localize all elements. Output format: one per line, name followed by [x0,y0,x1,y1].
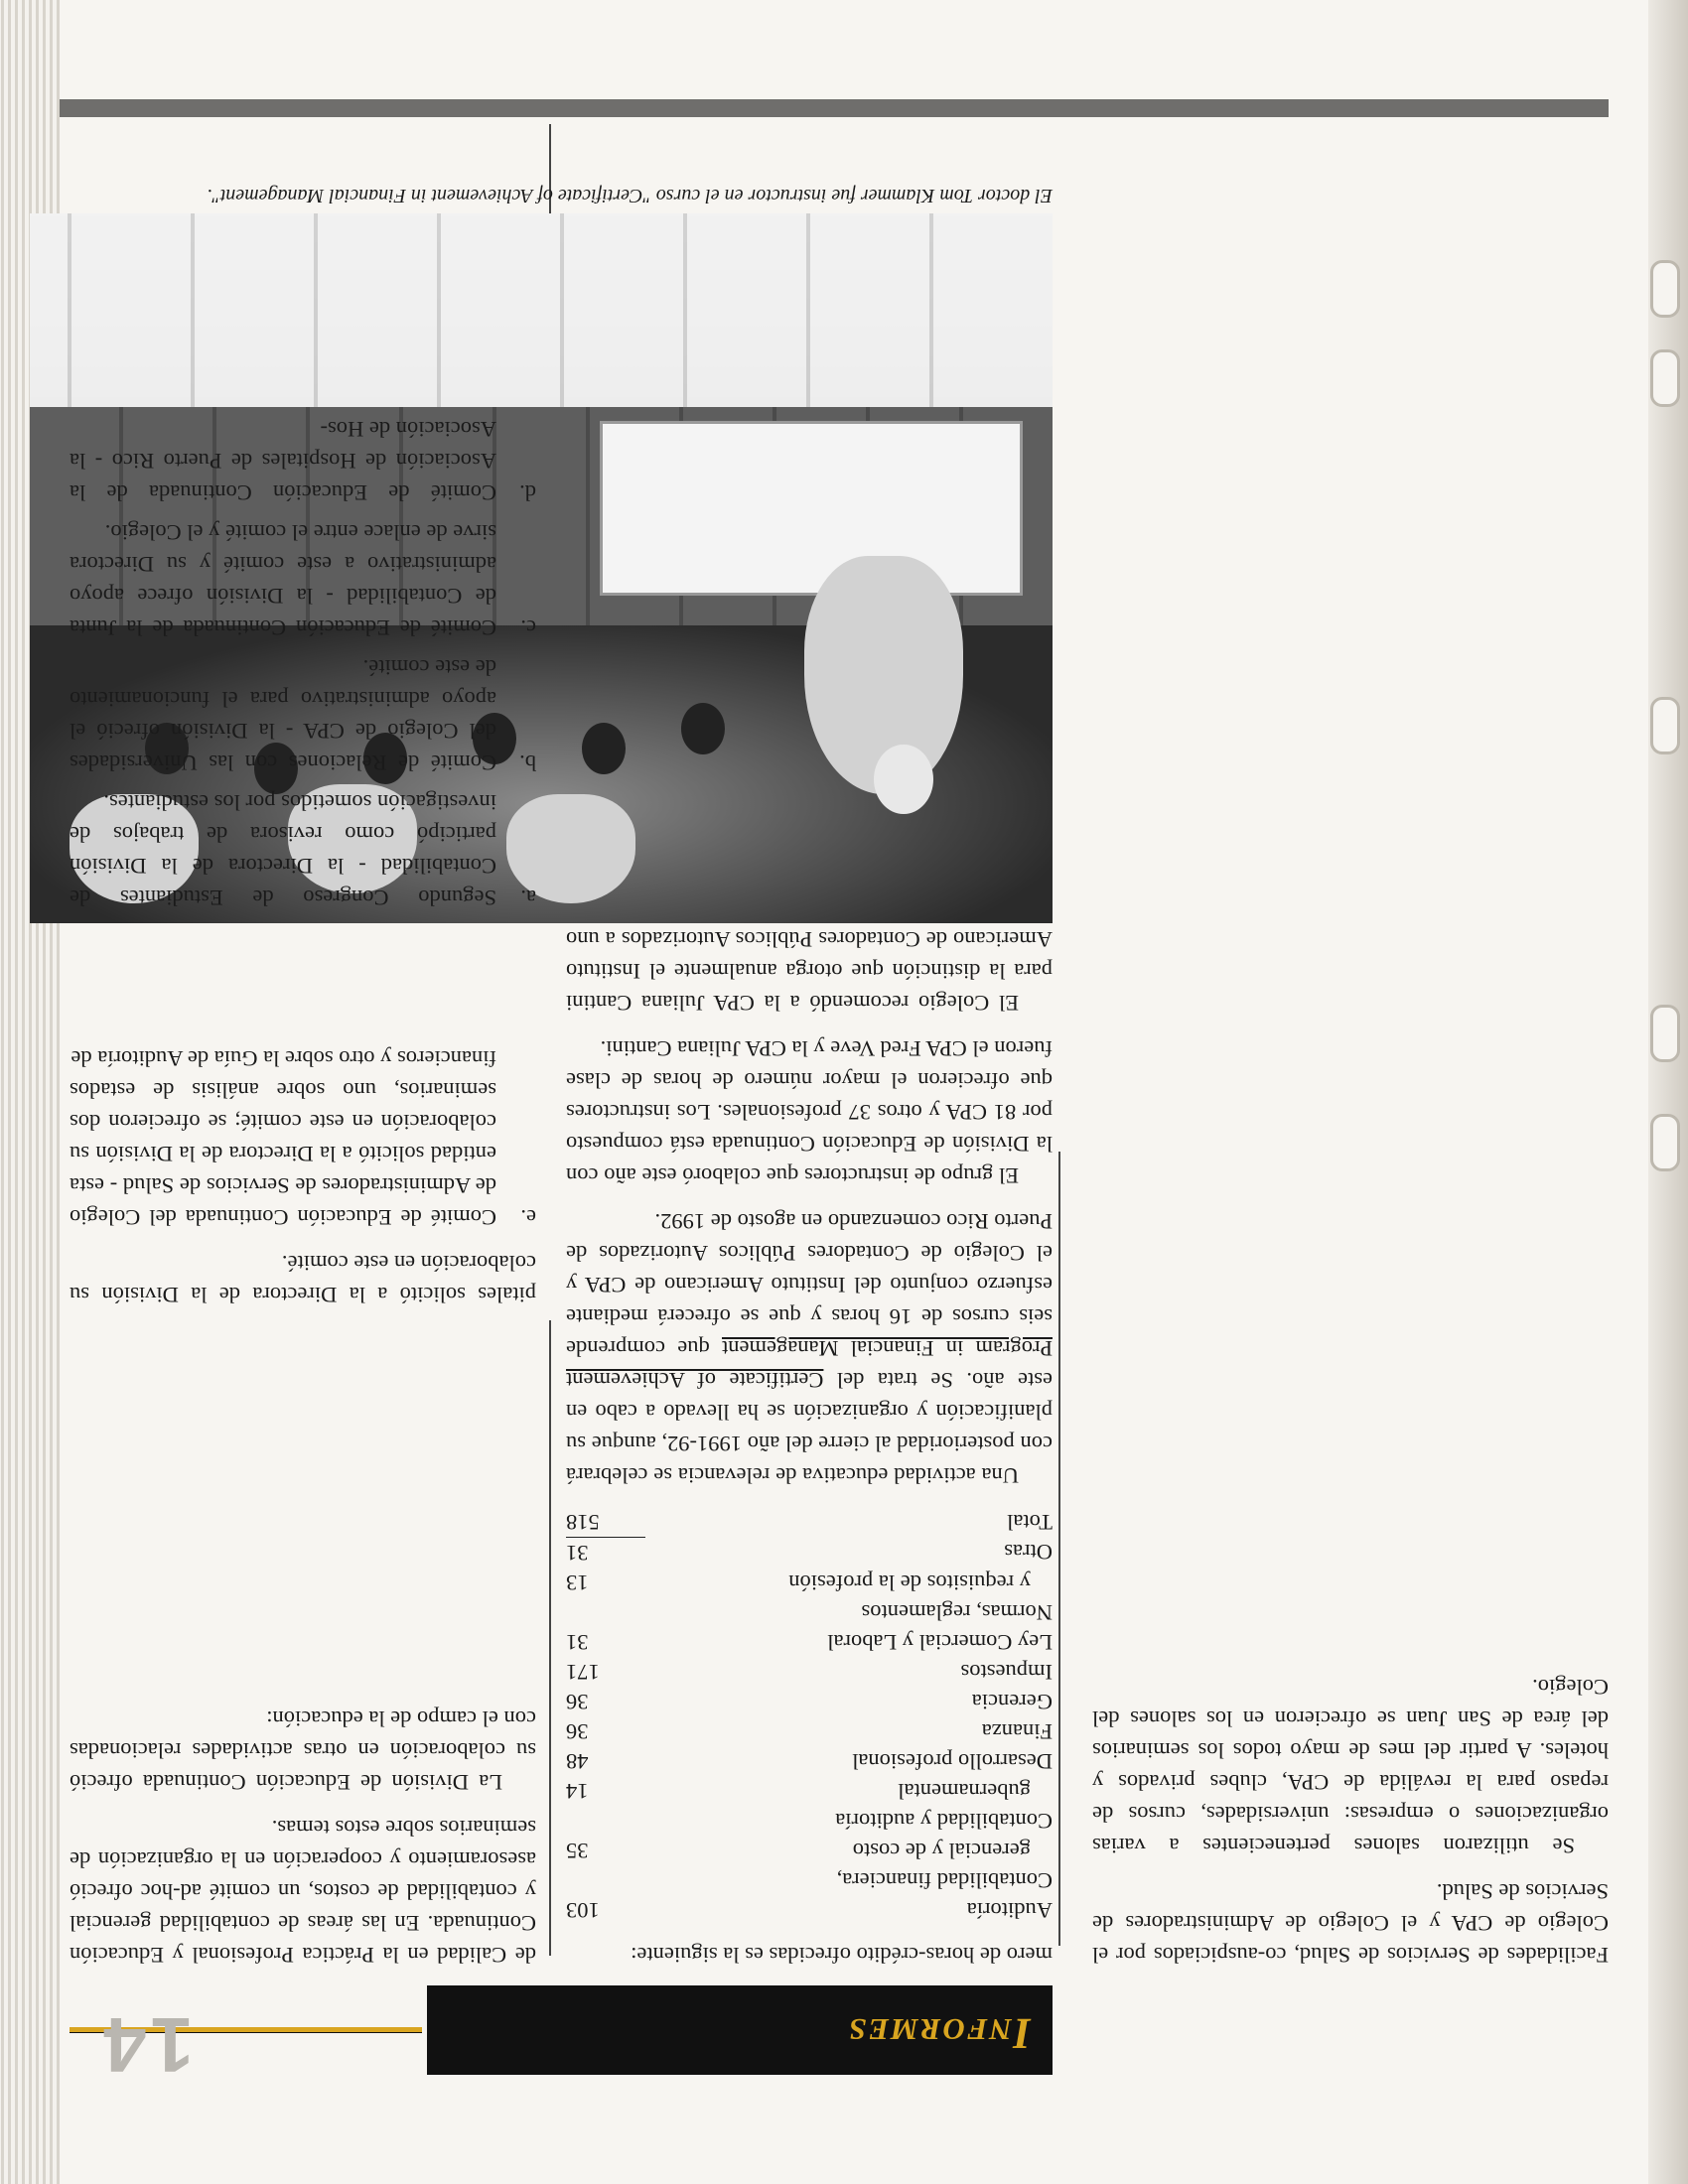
photo-caption: El doctor Tom Klammer fue instructor en el curso "Certificate of Achievement in Financial Management". [207,185,1053,206]
column-middle-top [70,1689,536,1971]
credit-row [566,1836,1053,1865]
credit-value [566,1806,645,1836]
credit-row [566,1716,1053,1746]
credit-label: Total [1007,1510,1053,1535]
credit-value: 36 [566,1719,589,1744]
credit-row [566,1507,1053,1538]
column-far-left [1092,1657,1609,1971]
credit-row [566,1538,1053,1569]
credit-label: gerencial y de costo [852,1839,1031,1863]
activity-item-e: e. Comité de Educación Continuada del Colegio de Administradores de Servicios de Salud - esta entidad solicitó a la Directora de la División su colaboración en este comité; se ofrecieron dos seminarios, uno sobre análisis de estados financieros y otro sobre la Guía de Auditoría de [70,1046,536,1230]
credit-hours-table [566,1507,1053,1925]
credit-value: 31 [566,1630,589,1655]
credit-label: Normas, reglamentos [861,1600,1053,1625]
paragraph-calidad: de Calidad en la Práctica Profesional y Educación Continuada. En las áreas de contabilidad gerencial y contabilidad de costos, un comité ad-hoc ofreció asesoramiento y cooperación en la organización de seminarios sobre estos temas. [70,1816,536,1968]
paragraph-cantini: El Colegio recomendó a la CPA Juliana Cantini para la distinción que otorga anualmente el Instituto Americano de Contadores Públicos Autorizados a uno [566,828,1053,1019]
credit-row [566,1776,1053,1806]
photo-ceiling [30,213,1053,407]
binding-ring [1650,349,1680,407]
credit-row [566,1806,1053,1836]
footer-rule [60,99,1609,117]
column-divider [549,1320,551,1956]
activity-item: d. Comité de Educación Continuada de la Asociación de Hospitales de Puerto Rico - la Asociación de Hos- [70,417,536,505]
credit-value: 35 [566,1839,589,1863]
credit-value: 103 [566,1898,600,1923]
paragraph-colaboracion: La División de Educación Continuada ofreció su colaboración en otras actividades relacionadas con el campo de la educación: [70,1706,536,1795]
credit-row [566,1746,1053,1776]
credit-row [566,1568,1053,1597]
credit-value: 13 [566,1570,589,1595]
credit-value [566,1865,645,1895]
section-title: Informes [847,2009,1031,2058]
credit-label: Impuestos [960,1660,1053,1685]
credit-label: Contabilidad financiera, [836,1868,1053,1893]
credit-row [566,1657,1053,1687]
credit-row [566,1895,1053,1925]
paragraph-instructors: El grupo de instructores que colaboró este año con la División de Educación Continuada está compuesto por 81 CPA y otros 37 profesionales. Los instructores que ofrecieron el mayor número de horas de clase fueron el CPA Fred Veve y la CPA Juliana Cantini. [566,1036,1053,1188]
photo-whiteboard [600,421,1023,596]
credit-value: 48 [566,1749,589,1774]
column-right-top [70,1034,536,1310]
credit-value: 36 [566,1690,589,1714]
credit-row [566,1627,1053,1657]
credit-label: Contabilidad y auditoría [835,1809,1053,1834]
credit-label: gubernamental [898,1779,1031,1804]
credit-value: 14 [566,1779,589,1804]
paragraph-certificate: Una actividad educativa de relevancia se celebrará con posterioridad al cierre del año 1991-92, aunque su planificación y organización se ha llevado a cabo en este año. Se trata del Certificate of Achievement Program in Financial Management que comprende seis cursos de 16 horas y que se ofrecerá mediante esfuerzo conjunto del Instituto Americano de CPA y el Colegio de Contadores Públicos Autorizados de Puerto Rico comenzando en agosto de 1992. [566,1209,1053,1488]
binding-ring [1650,260,1680,318]
section-header [427,1985,1053,2075]
intro-paragraph: mero de horas-crédito ofrecidas es la siguiente: [631,1943,1053,1968]
program-name: Certificate of Achievement Program in Financial Management [566,1336,1053,1393]
credit-value [566,1597,645,1627]
credit-label: Auditoría [966,1898,1053,1923]
column-divider [1058,1152,1060,1946]
binding-ring [1650,697,1680,754]
credit-label: y requisitos de la profesión [788,1570,1031,1595]
credit-row [566,1597,1053,1627]
activity-item: c. Comité de Educación Continuada de la Junta de Contabilidad - la División ofrece apoyo administrativo a este comité y su Directora sirve de enlace entre el comité y el Colegio. [70,520,536,640]
credit-label: Finanza [981,1719,1053,1744]
credit-row [566,1865,1053,1895]
paragraph-hospitales: pitales solicitó a la Directora de la División su colaboración en este comité. [70,1251,536,1307]
credit-row [566,1687,1053,1716]
credit-label: Gerencia [971,1690,1053,1714]
page-number: 14 [99,2001,194,2089]
column-middle-bottom [70,405,536,913]
credit-label: Desarrollo profesional [852,1749,1053,1774]
credit-value: 31 [566,1541,589,1566]
activity-item: a. Segundo Congreso de Estudiantes de Contabilidad - la Directora de la División participó como revisora de trabajos de investigación sometidos por los estudiantes. [70,790,536,910]
paragraph-salones: Se utilizaron salones pertenecientes a varias organizaciones o empresas: universidades, cursos de repaso para la reválida de CPA, clubes privados y hoteles. A partir del mes de mayo todos los seminarios del área de San Juan se ofrecieron en los salones del Colegio. [1092,1675,1609,1858]
activities-list [70,413,536,913]
binding-ring [1650,1005,1680,1062]
binding-ring [1650,1114,1680,1171]
binding-margin [1648,0,1688,2184]
credit-label: Ley Comercial y Laboral [827,1630,1053,1655]
activity-item: b. Comité de Relaciones con las Universidades del Colegio de CPA - la División ofreció el apoyo administrativo para el funcionamiento de este comité. [70,655,536,775]
credit-value: 518 [566,1507,645,1538]
credit-label: Otras [1004,1540,1053,1566]
credit-value: 171 [566,1660,600,1685]
paragraph-facilidades: Facilidades de Servicios de Salud, co-auspiciados por el Colegio de CPA y el Colegio de Administradores de Servicios de Salud. [1092,1879,1609,1968]
